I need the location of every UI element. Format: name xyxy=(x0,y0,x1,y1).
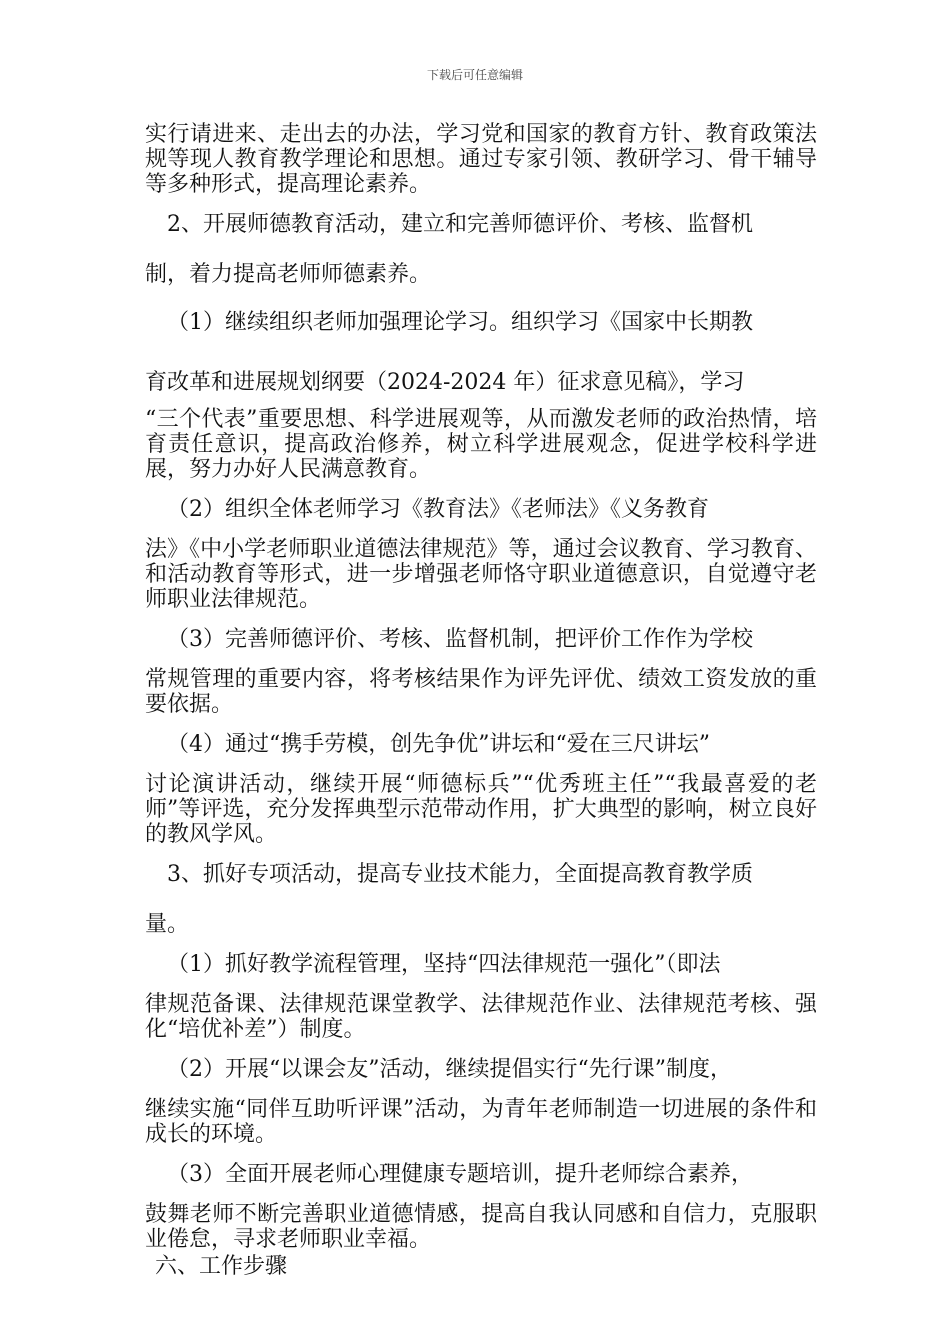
paragraph-9-line-1: （2）开展“以课会友”活动，继续提倡实行“先行课”制度， xyxy=(167,1057,732,1082)
paragraph-6-line-1: （4）通过“携手劳模，创先争优”讲坛和“爱在三尺讲坛” xyxy=(167,732,710,757)
paragraph-8-rest: 律规范备课、法律规范课堂教学、法律规范作业、法律规范考核、强化“培优补差”）制度。 xyxy=(145,992,817,1042)
paragraph-3-rest: “三个代表”重要思想、科学进展观等，从而激发老师的政治热情，培育责任意识，提高政治修养，树立科学进展观念，促进学校科学进展，努力办好人民满意教育。 xyxy=(145,407,817,482)
paragraph-4-rest: 法》《中小学老师职业道德法律规范》等，通过会议教育、学习教育、和活动教育等形式，进一步增强老师恪守职业道德意识，自觉遵守老师职业法律规范。 xyxy=(145,537,817,612)
section-heading-six: 六、工作步骤 xyxy=(155,1254,288,1279)
paragraph-3-line-1: （1）继续组织老师加强理论学习。组织学习《国家中长期教 xyxy=(167,310,753,335)
page-header: 下载后可任意编辑 xyxy=(426,68,523,82)
paragraph-4-line-1: （2）组织全体老师学习《教育法》《老师法》《义务教育 xyxy=(167,497,709,522)
paragraph-7-line-2: 量。 xyxy=(145,912,190,937)
paragraph-10-line-1: （3）全面开展老师心理健康专题培训，提升老师综合素养， xyxy=(167,1162,753,1187)
paragraph-10-rest: 鼓舞老师不断完善职业道德情感，提高自我认同感和自信力，克服职业倦怠，寻求老师职业幸福。 xyxy=(145,1202,817,1252)
paragraph-3-line-2: 育改革和进展规划纲要（2024-2024 年）征求意见稿》，学习 xyxy=(145,370,745,395)
paragraph-5-rest: 常规管理的重要内容，将考核结果作为评先评优、绩效工资发放的重要依据。 xyxy=(145,667,817,717)
paragraph-2-line-1: 2、开展师德教育活动，建立和完善师德评价、考核、监督机 xyxy=(167,212,753,237)
paragraph-8-line-1: （1）抓好教学流程管理，坚持“四法律规范一强化”（即法 xyxy=(167,952,721,977)
paragraph-7-line-1: 3、抓好专项活动，提高专业技术能力，全面提高教育教学质 xyxy=(167,862,753,887)
paragraph-1: 实行请进来、走出去的办法，学习党和国家的教育方针、教育政策法规等现人教育教学理论和思想。通过专家引领、教研学习、骨干辅导等多种形式，提高理论素养。 xyxy=(145,122,817,197)
document-body xyxy=(145,122,817,1279)
paragraph-5-line-1: （3）完善师德评价、考核、监督机制，把评价工作作为学校 xyxy=(167,627,753,652)
paragraph-9-rest: 继续实施“同伴互助听评课”活动，为青年老师制造一切进展的条件和成长的环境。 xyxy=(145,1097,817,1147)
paragraph-2-line-2: 制，着力提高老师师德素养。 xyxy=(145,262,432,287)
paragraph-6-rest: 讨论演讲活动，继续开展“师德标兵”“优秀班主任”“我最喜爱的老师”等评选，充分发挥典型示范带动作用，扩大典型的影响，树立良好的教风学风。 xyxy=(145,772,817,847)
